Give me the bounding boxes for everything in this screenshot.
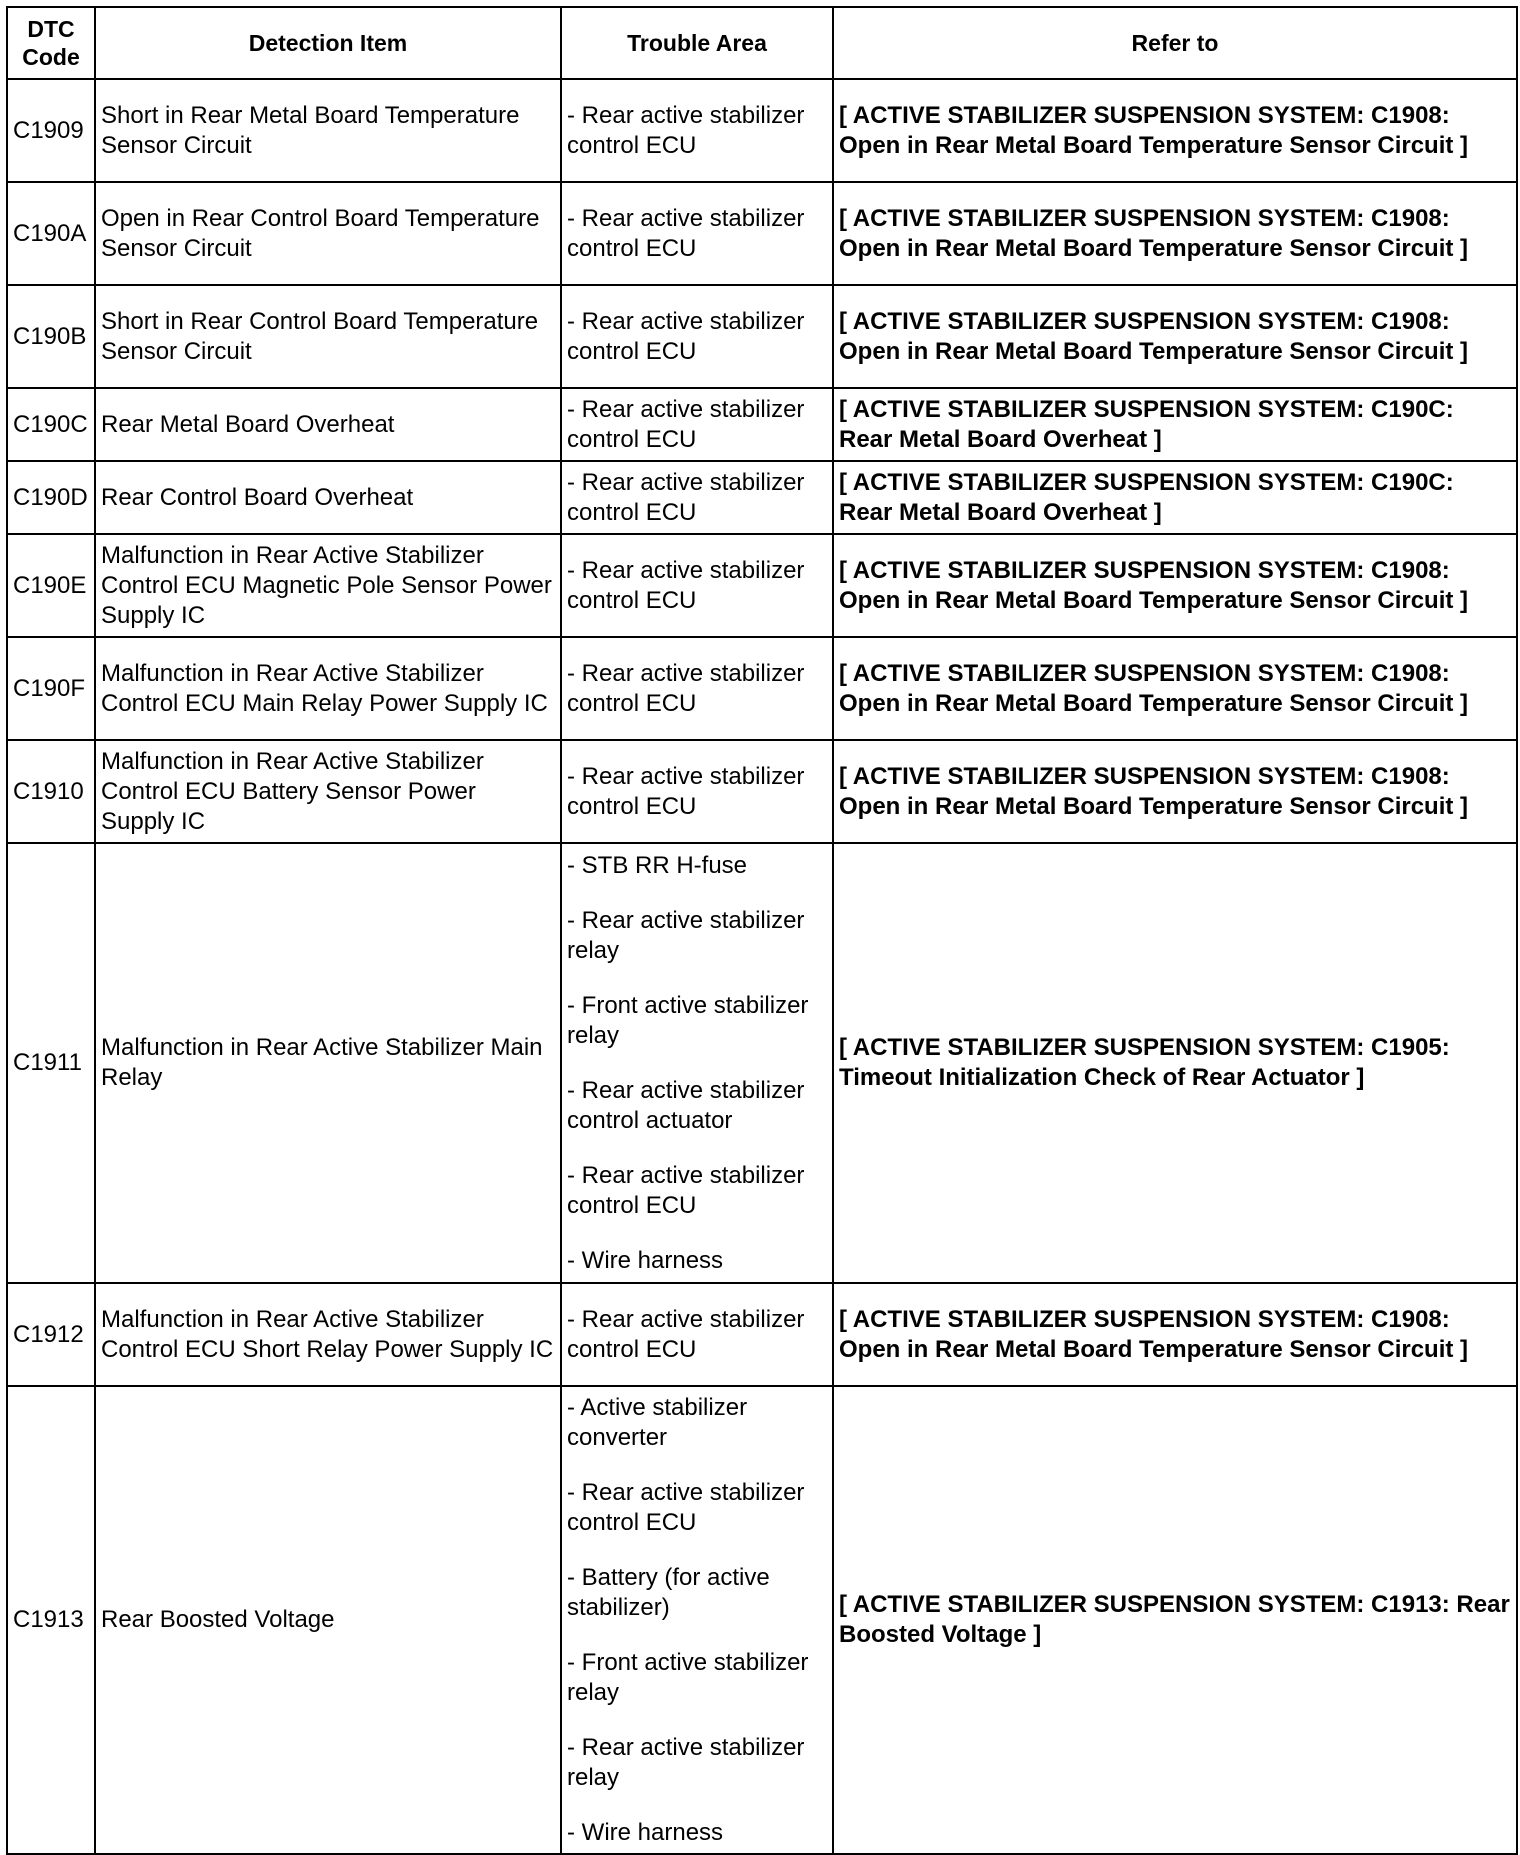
trouble-area-item: - Rear active stabilizer control ECU [567, 101, 805, 159]
trouble-area-item: - Rear active stabilizer control ECU [567, 1305, 805, 1363]
detection-item-cell: Rear Boosted Voltage [95, 1386, 561, 1854]
dtc-code-cell: C190F [7, 637, 95, 740]
trouble-area-item: - Rear active stabilizer control ECU [567, 307, 805, 365]
table-row [7, 740, 1517, 843]
trouble-area-item: - Rear active stabilizer control ECU [567, 468, 805, 526]
dtc-table [6, 6, 1518, 1855]
header-refer-to: Refer to [833, 7, 1517, 79]
refer-to-link[interactable]: [ ACTIVE STABILIZER SUSPENSION SYSTEM: C1905: Timeout Initialization Check of Rear Actuator ] [833, 843, 1517, 1283]
trouble-area-item: - Wire harness [567, 1246, 724, 1274]
trouble-area-item: - Rear active stabilizer control ECU [567, 204, 805, 262]
dtc-code-cell: C190D [7, 461, 95, 534]
trouble-area-item: - Rear active stabilizer control ECU [567, 395, 805, 453]
refer-to-link[interactable]: [ ACTIVE STABILIZER SUSPENSION SYSTEM: C1908: Open in Rear Metal Board Temperature Sensor Circuit ] [833, 1283, 1517, 1386]
header-dtc-code: DTC Code [7, 7, 95, 79]
refer-to-link[interactable]: [ ACTIVE STABILIZER SUSPENSION SYSTEM: C190C: Rear Metal Board Overheat ] [833, 461, 1517, 534]
trouble-area-item: - Front active stabilizer relay [567, 1648, 809, 1706]
refer-to-link[interactable]: [ ACTIVE STABILIZER SUSPENSION SYSTEM: C1908: Open in Rear Metal Board Temperature Sensor Circuit ] [833, 285, 1517, 388]
detection-item-cell: Short in Rear Metal Board Temperature Sensor Circuit [95, 79, 561, 182]
trouble-area-cell [561, 79, 833, 182]
detection-item-cell: Malfunction in Rear Active Stabilizer Control ECU Short Relay Power Supply IC [95, 1283, 561, 1386]
dtc-code-cell: C190A [7, 182, 95, 285]
header-detection-item: Detection Item [95, 7, 561, 79]
trouble-area-item: - Front active stabilizer relay [567, 991, 809, 1049]
trouble-area-item: - Battery (for active stabilizer) [567, 1563, 770, 1621]
table-row [7, 461, 1517, 534]
table-row [7, 1386, 1517, 1854]
detection-item-cell: Malfunction in Rear Active Stabilizer Control ECU Magnetic Pole Sensor Power Supply IC [95, 534, 561, 637]
detection-item-cell: Malfunction in Rear Active Stabilizer Control ECU Main Relay Power Supply IC [95, 637, 561, 740]
table-row [7, 843, 1517, 1283]
table-header-row [7, 7, 1517, 79]
dtc-code-cell: C1912 [7, 1283, 95, 1386]
detection-item-cell: Short in Rear Control Board Temperature Sensor Circuit [95, 285, 561, 388]
table-row [7, 79, 1517, 182]
trouble-area-item: - Rear active stabilizer control actuator [567, 1076, 805, 1134]
trouble-area-cell [561, 637, 833, 740]
header-trouble-area: Trouble Area [561, 7, 833, 79]
table-body [7, 79, 1517, 1854]
refer-to-link[interactable]: [ ACTIVE STABILIZER SUSPENSION SYSTEM: C1913: Rear Boosted Voltage ] [833, 1386, 1517, 1854]
detection-item-cell: Malfunction in Rear Active Stabilizer Main Relay [95, 843, 561, 1283]
detection-item-cell: Rear Control Board Overheat [95, 461, 561, 534]
trouble-area-item: - STB RR H-fuse [567, 851, 748, 879]
trouble-area-cell [561, 182, 833, 285]
refer-to-link[interactable]: [ ACTIVE STABILIZER SUSPENSION SYSTEM: C1908: Open in Rear Metal Board Temperature Sensor Circuit ] [833, 79, 1517, 182]
refer-to-link[interactable]: [ ACTIVE STABILIZER SUSPENSION SYSTEM: C190C: Rear Metal Board Overheat ] [833, 388, 1517, 461]
trouble-area-item: - Wire harness [567, 1818, 724, 1846]
refer-to-link[interactable]: [ ACTIVE STABILIZER SUSPENSION SYSTEM: C1908: Open in Rear Metal Board Temperature Sensor Circuit ] [833, 637, 1517, 740]
detection-item-cell: Malfunction in Rear Active Stabilizer Control ECU Battery Sensor Power Supply IC [95, 740, 561, 843]
detection-item-cell: Open in Rear Control Board Temperature Sensor Circuit [95, 182, 561, 285]
refer-to-link[interactable]: [ ACTIVE STABILIZER SUSPENSION SYSTEM: C1908: Open in Rear Metal Board Temperature Sensor Circuit ] [833, 182, 1517, 285]
trouble-area-item: - Rear active stabilizer control ECU [567, 762, 805, 820]
trouble-area-cell [561, 461, 833, 534]
dtc-code-cell: C190C [7, 388, 95, 461]
trouble-area-cell [561, 1283, 833, 1386]
table-row [7, 182, 1517, 285]
table-row [7, 534, 1517, 637]
dtc-code-cell: C1910 [7, 740, 95, 843]
trouble-area-cell [561, 285, 833, 388]
refer-to-link[interactable]: [ ACTIVE STABILIZER SUSPENSION SYSTEM: C1908: Open in Rear Metal Board Temperature Sensor Circuit ] [833, 534, 1517, 637]
dtc-sheet [6, 6, 1518, 1855]
refer-to-link[interactable]: [ ACTIVE STABILIZER SUSPENSION SYSTEM: C1908: Open in Rear Metal Board Temperature Sensor Circuit ] [833, 740, 1517, 843]
dtc-code-cell: C1911 [7, 843, 95, 1283]
trouble-area-item: - Rear active stabilizer relay [567, 1733, 805, 1791]
dtc-code-cell: C190E [7, 534, 95, 637]
table-row [7, 388, 1517, 461]
table-row [7, 285, 1517, 388]
trouble-area-item: - Active stabilizer converter [567, 1393, 748, 1451]
trouble-area-item: - Rear active stabilizer control ECU [567, 1478, 805, 1536]
trouble-area-cell [561, 843, 833, 1283]
trouble-area-item: - Rear active stabilizer control ECU [567, 556, 805, 614]
dtc-code-cell: C1909 [7, 79, 95, 182]
dtc-code-cell: C1913 [7, 1386, 95, 1854]
trouble-area-cell [561, 1386, 833, 1854]
trouble-area-item: - Rear active stabilizer relay [567, 906, 805, 964]
dtc-code-cell: C190B [7, 285, 95, 388]
table-row [7, 1283, 1517, 1386]
detection-item-cell: Rear Metal Board Overheat [95, 388, 561, 461]
trouble-area-cell [561, 388, 833, 461]
trouble-area-cell [561, 740, 833, 843]
table-row [7, 637, 1517, 740]
trouble-area-cell [561, 534, 833, 637]
trouble-area-item: - Rear active stabilizer control ECU [567, 1161, 805, 1219]
trouble-area-item: - Rear active stabilizer control ECU [567, 659, 805, 717]
